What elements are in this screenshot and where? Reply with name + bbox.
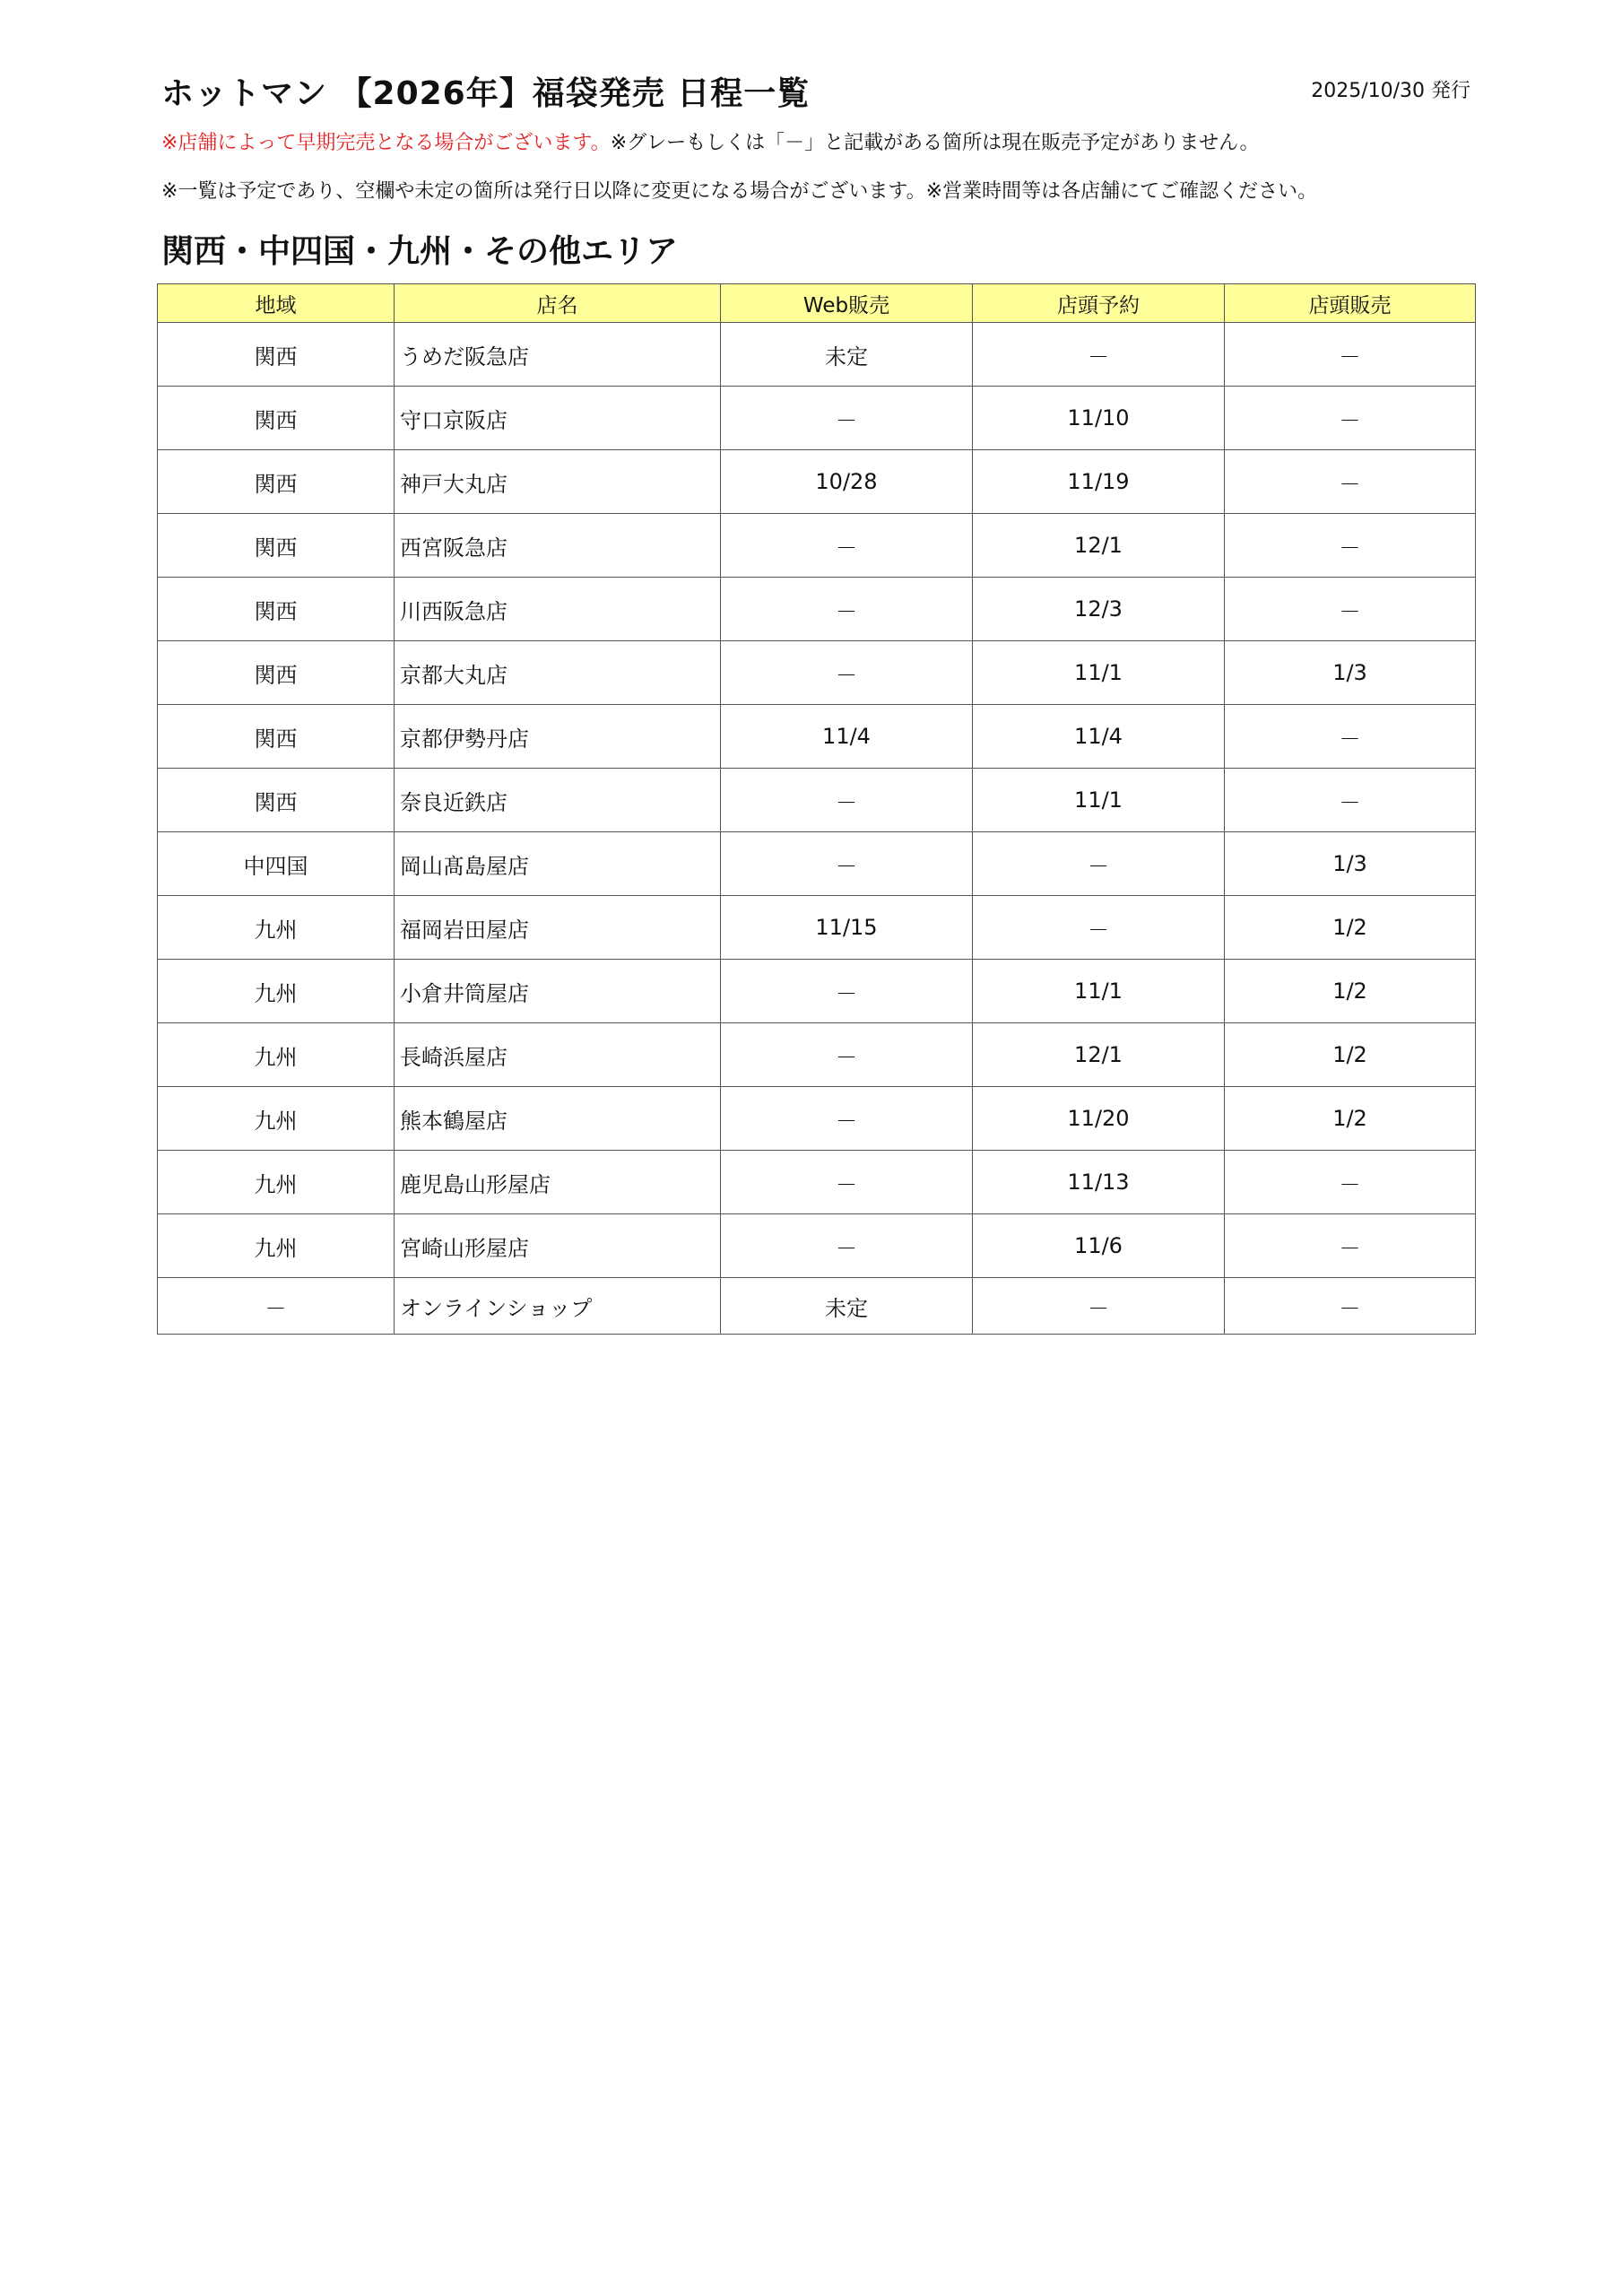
table-row	[158, 1278, 1476, 1335]
store-name-cell: 京都大丸店	[395, 641, 721, 705]
column-header-store-sale: 店頭販売	[1225, 284, 1476, 323]
column-header-store: 店名	[395, 284, 721, 323]
store-sale-cell: －	[1225, 769, 1476, 832]
store-reservation-cell: 11/1	[973, 641, 1225, 705]
issue-date: 2025/10/30 発行	[1311, 80, 1470, 102]
store-sale-cell: －	[1225, 1214, 1476, 1278]
region-cell: 九州	[158, 960, 395, 1023]
store-reservation-cell: －	[973, 832, 1225, 896]
table-header-row	[158, 284, 1476, 323]
store-name-cell: 熊本鶴屋店	[395, 1087, 721, 1151]
region-cell: 九州	[158, 1151, 395, 1214]
web-sale-cell: －	[721, 960, 973, 1023]
region-cell: 関西	[158, 578, 395, 641]
store-reservation-cell: 12/3	[973, 578, 1225, 641]
column-header-region: 地域	[158, 284, 395, 323]
web-sale-cell: 10/28	[721, 450, 973, 514]
store-name-cell: 奈良近鉄店	[395, 769, 721, 832]
store-name-cell: 川西阪急店	[395, 578, 721, 641]
store-reservation-cell: 12/1	[973, 1023, 1225, 1087]
store-reservation-cell: 11/10	[973, 387, 1225, 450]
store-reservation-cell: 12/1	[973, 514, 1225, 578]
web-sale-cell: －	[721, 578, 973, 641]
region-cell: 九州	[158, 1214, 395, 1278]
web-sale-cell: －	[721, 387, 973, 450]
table-row	[158, 705, 1476, 769]
store-sale-cell: 1/3	[1225, 832, 1476, 896]
notice-line-1	[161, 127, 1259, 155]
table-row	[158, 1023, 1476, 1087]
store-name-cell: 神戸大丸店	[395, 450, 721, 514]
table-row	[158, 1214, 1476, 1278]
table-row	[158, 578, 1476, 641]
store-sale-cell: －	[1225, 387, 1476, 450]
region-cell: 関西	[158, 769, 395, 832]
store-name-cell: 長崎浜屋店	[395, 1023, 721, 1087]
web-sale-cell: 11/15	[721, 896, 973, 960]
store-sale-cell: －	[1225, 323, 1476, 387]
store-sale-cell: －	[1225, 1278, 1476, 1335]
store-sale-cell: 1/2	[1225, 896, 1476, 960]
web-sale-cell: －	[721, 1151, 973, 1214]
table-row	[158, 832, 1476, 896]
store-sale-cell: 1/3	[1225, 641, 1476, 705]
section-title: 関西・中四国・九州・その他エリア	[161, 233, 679, 270]
store-reservation-cell: 11/4	[973, 705, 1225, 769]
web-sale-cell: －	[721, 514, 973, 578]
store-reservation-cell: 11/13	[973, 1151, 1225, 1214]
store-reservation-cell: 11/6	[973, 1214, 1225, 1278]
schedule-table	[157, 283, 1476, 1335]
web-sale-cell: －	[721, 832, 973, 896]
store-sale-cell: 1/2	[1225, 960, 1476, 1023]
store-sale-cell: －	[1225, 705, 1476, 769]
store-reservation-cell: －	[973, 896, 1225, 960]
store-name-cell: うめだ阪急店	[395, 323, 721, 387]
store-name-cell: 守口京阪店	[395, 387, 721, 450]
region-cell: 関西	[158, 450, 395, 514]
store-reservation-cell: 11/20	[973, 1087, 1225, 1151]
store-name-cell: 鹿児島山形屋店	[395, 1151, 721, 1214]
table-row	[158, 387, 1476, 450]
store-reservation-cell: 11/1	[973, 769, 1225, 832]
table-row	[158, 514, 1476, 578]
column-header-web-sale: Web販売	[721, 284, 973, 323]
store-name-cell: 福岡岩田屋店	[395, 896, 721, 960]
store-sale-cell: －	[1225, 578, 1476, 641]
store-sale-cell: －	[1225, 450, 1476, 514]
store-reservation-cell: 11/19	[973, 450, 1225, 514]
notice-early-soldout: ※店舗によって早期完売となる場合がございます。	[161, 132, 611, 154]
store-name-cell: オンラインショップ	[395, 1278, 721, 1335]
store-sale-cell: －	[1225, 514, 1476, 578]
web-sale-cell: －	[721, 769, 973, 832]
table-row	[158, 960, 1476, 1023]
table-row	[158, 641, 1476, 705]
web-sale-cell: －	[721, 641, 973, 705]
table-row	[158, 450, 1476, 514]
table-row	[158, 1151, 1476, 1214]
column-header-store-reservation: 店頭予約	[973, 284, 1225, 323]
store-name-cell: 宮崎山形屋店	[395, 1214, 721, 1278]
notice-line-2: ※一覧は予定であり、空欄や未定の箇所は発行日以降に変更になる場合がございます。※営業時間等は各店舗にてご確認ください。	[161, 180, 1318, 203]
region-cell: 関西	[158, 641, 395, 705]
web-sale-cell: 11/4	[721, 705, 973, 769]
region-cell: 関西	[158, 514, 395, 578]
region-cell: 中四国	[158, 832, 395, 896]
store-reservation-cell: －	[973, 1278, 1225, 1335]
web-sale-cell: －	[721, 1087, 973, 1151]
store-reservation-cell: －	[973, 323, 1225, 387]
region-cell: 関西	[158, 323, 395, 387]
store-name-cell: 西宮阪急店	[395, 514, 721, 578]
region-cell: 九州	[158, 1023, 395, 1087]
web-sale-cell: －	[721, 1023, 973, 1087]
web-sale-cell: 未定	[721, 323, 973, 387]
store-sale-cell: 1/2	[1225, 1087, 1476, 1151]
store-reservation-cell: 11/1	[973, 960, 1225, 1023]
region-cell: 関西	[158, 387, 395, 450]
notice-gray-dash: ※グレーもしくは「－」と記載がある箇所は現在販売予定がありません。	[610, 132, 1260, 154]
region-cell: 九州	[158, 896, 395, 960]
web-sale-cell: －	[721, 1214, 973, 1278]
table-row	[158, 1087, 1476, 1151]
store-name-cell: 岡山髙島屋店	[395, 832, 721, 896]
store-name-cell: 京都伊勢丹店	[395, 705, 721, 769]
region-cell: 九州	[158, 1087, 395, 1151]
region-cell: 関西	[158, 705, 395, 769]
table-row	[158, 769, 1476, 832]
table-row	[158, 896, 1476, 960]
store-name-cell: 小倉井筒屋店	[395, 960, 721, 1023]
store-sale-cell: 1/2	[1225, 1023, 1476, 1087]
web-sale-cell: 未定	[721, 1278, 973, 1335]
page-title: ホットマン 【2026年】福袋発売 日程一覧	[161, 75, 811, 112]
store-sale-cell: －	[1225, 1151, 1476, 1214]
table-row	[158, 323, 1476, 387]
region-cell: －	[158, 1278, 395, 1335]
